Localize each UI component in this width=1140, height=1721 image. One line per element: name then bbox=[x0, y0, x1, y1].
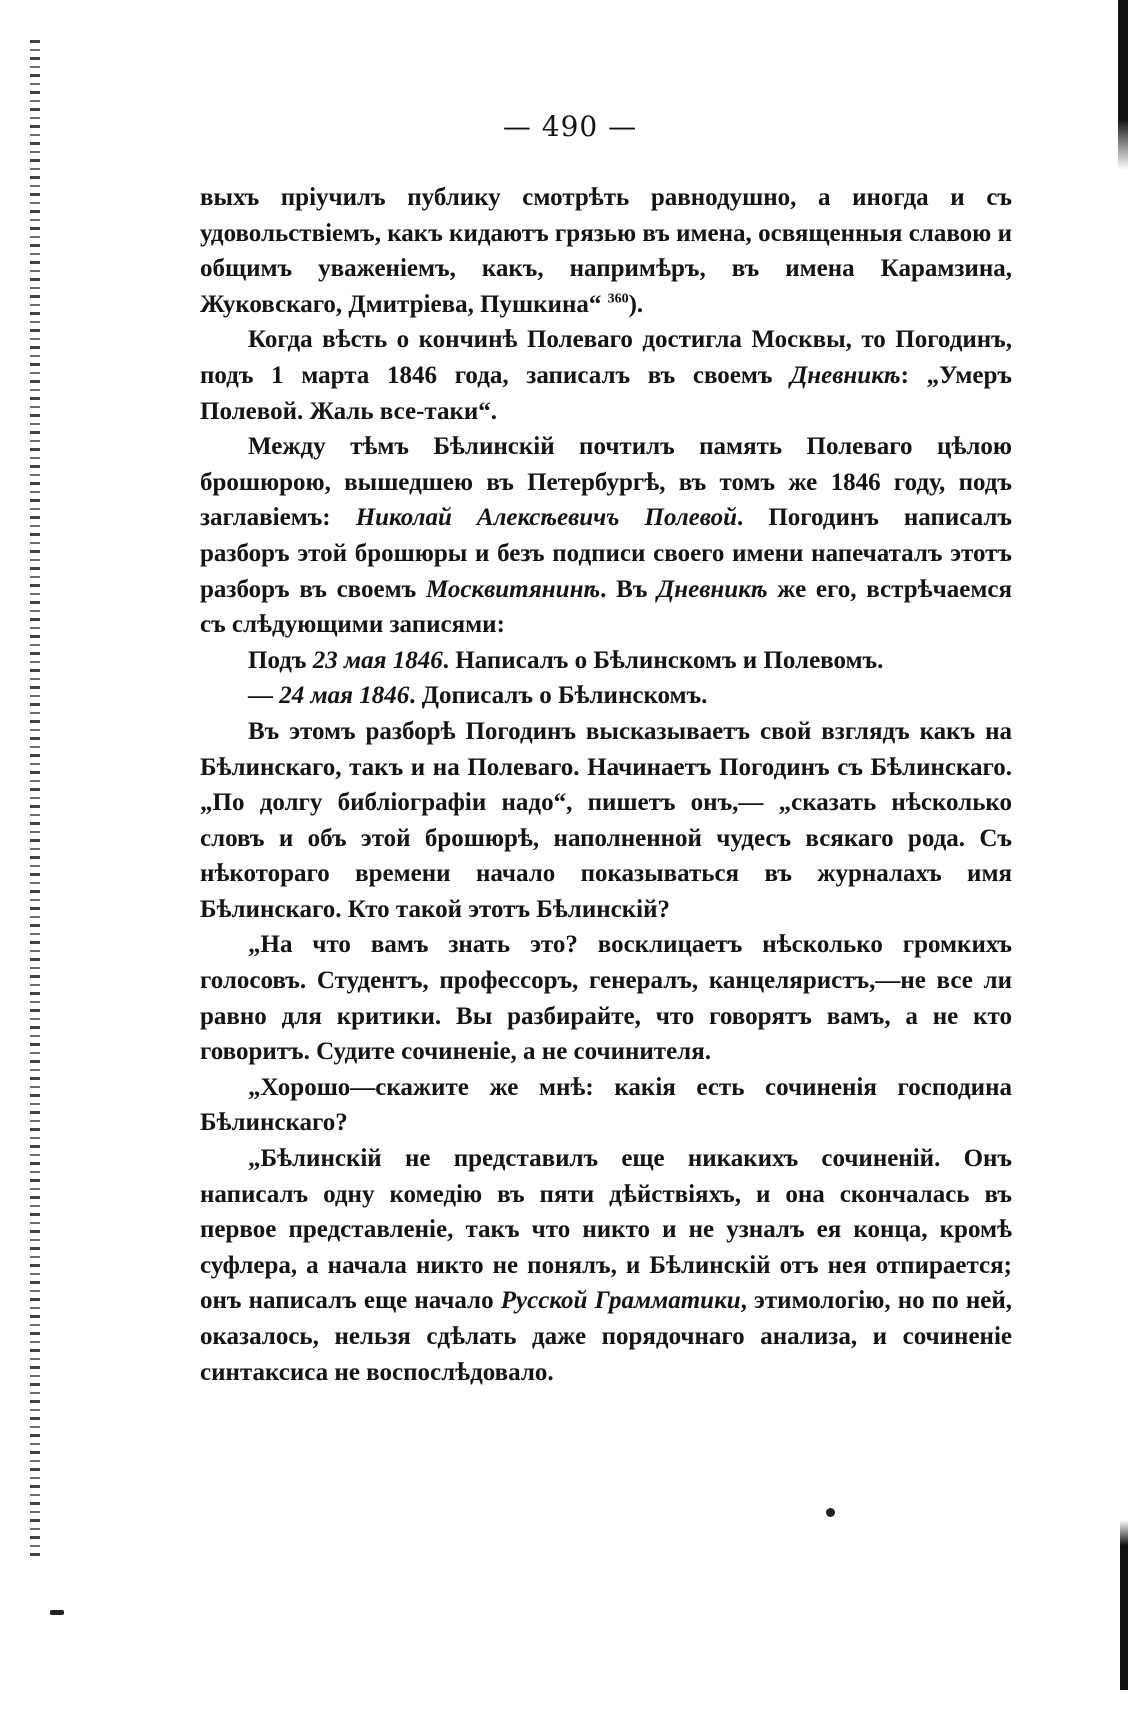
paragraph-text: „На что вамъ знать это? восклицаетъ нѣсколько громкихъ голосовъ. Студентъ, профессоръ, генералъ, канцеляристъ,—не все ли равно для критики. Вы разбирайте, что говорятъ вамъ, а не кто говоритъ. Судите сочиненіе, а не сочинителя. bbox=[200, 931, 1012, 1066]
paragraph bbox=[200, 714, 1012, 928]
italic-text: 24 мая 1846 bbox=[279, 682, 410, 710]
paragraph-text: „Хорошо—скажите же мнѣ: какія есть сочиненія господина Бѣлинскаго? bbox=[200, 1073, 1012, 1137]
paragraph bbox=[200, 927, 1012, 1069]
paragraph-text: : „Умеръ Полевой. Жаль все-таки“. bbox=[200, 361, 1012, 425]
paragraph bbox=[200, 429, 1012, 643]
paragraph bbox=[200, 322, 1012, 429]
italic-text: Николай Алексѣевичъ Полевой bbox=[355, 504, 738, 532]
italic-text: Москвитянинѣ bbox=[425, 575, 601, 603]
paragraph-text: , этимологію, но по ней, оказалось, нельзя сдѣлать даже порядочнаго анализа, и сочиненіе синтаксиса не воспослѣдовало. bbox=[200, 1287, 1013, 1386]
paragraph bbox=[200, 643, 1012, 679]
ink-speck bbox=[826, 1508, 835, 1517]
footnote-ref: 360 bbox=[607, 291, 629, 307]
paragraph-text: Подъ bbox=[248, 646, 313, 674]
italic-text: 23 мая 1846 bbox=[312, 646, 443, 674]
paragraph-text: Въ этомъ разборѣ Погодинъ высказываетъ свой взглядъ какъ на Бѣлинскаго, такъ и на Полеваго. Начинаетъ Погодинъ съ Бѣлинскаго. „По долгу библіографіи надо“, пишетъ онъ,— „сказать нѣсколько словъ и объ этой брошюрѣ, наполненной чудесъ всякаго рода. Съ нѣкотораго времени начало показываться въ журналахъ имя Бѣлинскаго. Кто такой этотъ Бѣлинскій? bbox=[200, 717, 1012, 923]
scan-edge-right-top bbox=[1118, 0, 1128, 170]
scan-edge-left bbox=[30, 40, 40, 1560]
italic-text: Дневникѣ bbox=[657, 575, 768, 603]
paragraph-text: ). bbox=[628, 290, 644, 318]
scan-edge-right-bottom bbox=[1120, 1520, 1128, 1690]
paragraph-text: же его, встрѣчаемся съ слѣдующими записями: bbox=[200, 575, 1012, 639]
italic-text: Русской Грамматики bbox=[500, 1287, 741, 1315]
paragraph-text: выхъ пріучилъ публику смотрѣть равнодушно, а иногда и съ удовольствіемъ, какъ кидаютъ грязью въ имена, освященныя славою и общимъ уваженіемъ, какъ, напримѣръ, въ имена Карамзина, Жуковскаго, Дмитріева, Пушкина“ bbox=[200, 184, 1012, 318]
page-number: — 490 — bbox=[502, 110, 638, 143]
italic-text: Дневникѣ bbox=[790, 361, 901, 389]
paragraph-text: . Погодинъ написалъ разборъ этой брошюры и безъ подписи своего имени напечаталъ этотъ разборъ въ своемъ bbox=[200, 504, 1012, 603]
paragraph-text: Между тѣмъ Бѣлинскій почтилъ память Полеваго цѣлою брошюрою, вышедшею въ Петербургѣ, въ томъ же 1846 году, подъ заглавіемъ: bbox=[200, 433, 1012, 532]
paragraph-text: — bbox=[248, 682, 280, 710]
paragraph-text: „Бѣлинскій не представилъ еще никакихъ сочиненій. Онъ написалъ одну комедію въ пяти дѣйствіяхъ, и она скончалась въ первое представленіе, такъ что никто и не узналъ ея конца, кромѣ суфлера, а начала никто не понялъ, и Бѣлинскій отъ нея отпирается; онъ написалъ еще начало bbox=[200, 1145, 1012, 1315]
paragraph-text: . Въ bbox=[600, 575, 658, 603]
text-body bbox=[200, 180, 1012, 1390]
paragraph-text: . Написалъ о Бѣлинскомъ и Полевомъ. bbox=[442, 646, 884, 674]
paragraph-text: . Дописалъ о Бѣлинскомъ. bbox=[409, 682, 708, 710]
paragraph-text: Когда вѣсть о кончинѣ Полеваго достигла Москвы, то Погодинъ, подъ 1 марта 1846 года, записалъ въ своемъ bbox=[200, 326, 1012, 389]
paragraph bbox=[200, 1070, 1012, 1141]
paragraph bbox=[200, 678, 1012, 714]
paragraph bbox=[200, 180, 1012, 322]
paragraph bbox=[200, 1141, 1012, 1390]
ink-speck bbox=[50, 1610, 64, 1615]
